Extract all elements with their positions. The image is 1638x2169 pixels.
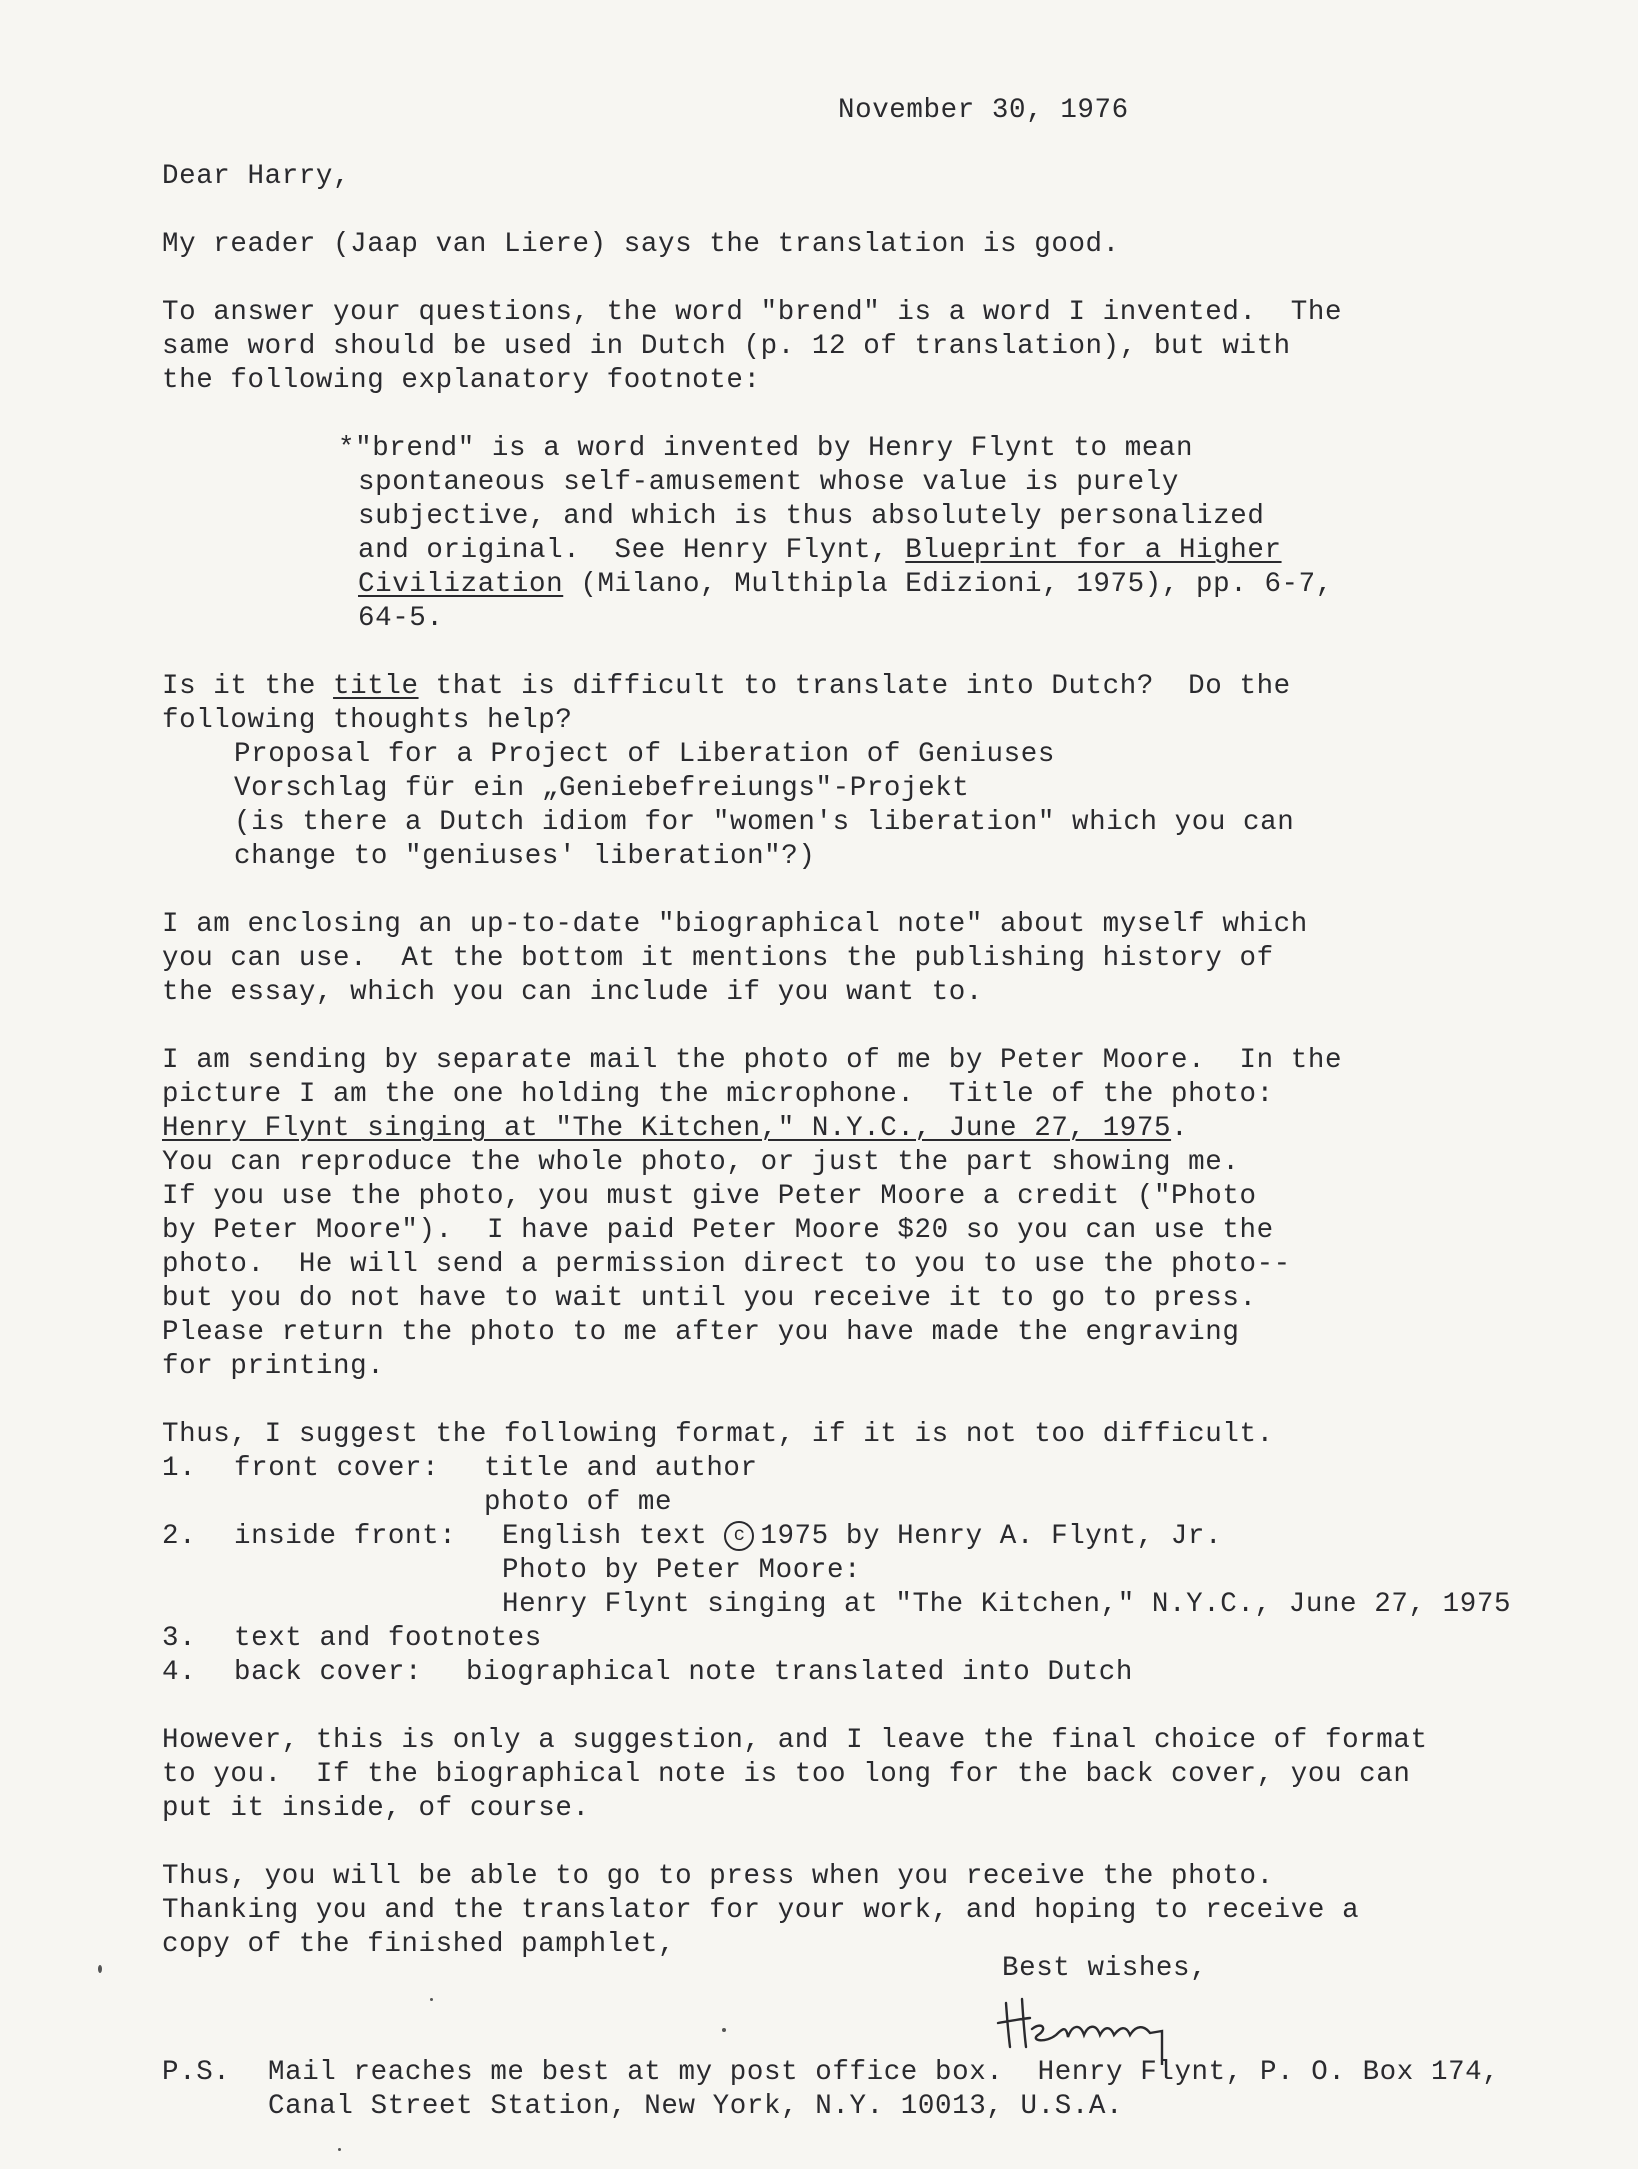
salutation: Dear Harry, <box>162 161 351 192</box>
text-line: Please return the photo to me after you have made the engraving <box>162 1317 1240 1348</box>
text-line <box>358 534 1282 568</box>
text-line: I am sending by separate mail the photo of me by Peter Moore. In the <box>162 1045 1343 1076</box>
text-line: following thoughts help? <box>162 705 573 736</box>
paper-mark <box>338 2148 341 2151</box>
text-line: change to "geniuses' liberation"?) <box>234 841 816 872</box>
text-line: you can use. At the bottom it mentions the publishing history of <box>162 943 1274 974</box>
underlined-word: title <box>333 671 419 702</box>
text-line: the following explanatory footnote: <box>162 365 761 396</box>
paper-mark <box>98 1965 102 1973</box>
text-line: the essay, which you can include if you want to. <box>162 977 983 1008</box>
text-line <box>162 1112 1188 1146</box>
list-label: front cover: <box>234 1453 440 1484</box>
letter-date: November 30, 1976 <box>838 95 1129 126</box>
text-line: 64-5. <box>358 603 444 634</box>
text-line: *"brend" is a word invented by Henry Flynt to mean <box>338 433 1194 464</box>
text-line: Thus, you will be able to go to press when you receive the photo. <box>162 1861 1274 1892</box>
text-line: To answer your questions, the word "brend" is a word I invented. The <box>162 297 1343 328</box>
list-number: 4. <box>162 1657 197 1688</box>
paragraph-reader: My reader (Jaap van Liere) says the translation is good. <box>162 229 1120 260</box>
text-line: Proposal for a Project of Liberation of Geniuses <box>234 739 1055 770</box>
list-label: inside front: <box>234 1521 457 1552</box>
list-value: photo of me <box>484 1487 673 1518</box>
text-segment: English text <box>502 1521 708 1552</box>
text-segment: 1975 by Henry A. Flynt, Jr. <box>760 1521 1223 1552</box>
text-line: picture I am the one holding the microphone. Title of the photo: <box>162 1079 1274 1110</box>
text-line: I am enclosing an up-to-date "biographical note" about myself which <box>162 909 1308 940</box>
list-value <box>502 1520 1222 1554</box>
book-title: Civilization <box>358 569 564 600</box>
text-line: If you use the photo, you must give Peter Moore a credit ("Photo <box>162 1181 1257 1212</box>
list-value: title and author <box>484 1453 758 1484</box>
text-line: photo. He will send a permission direct to you to use the photo-- <box>162 1249 1291 1280</box>
text-line: You can reproduce the whole photo, or just the part showing me. <box>162 1147 1240 1178</box>
text-line: Vorschlag für ein „Geniebefreiungs"-Projekt <box>234 773 970 804</box>
text-line <box>162 670 1291 704</box>
text-line: copy of the finished pamphlet, <box>162 1929 676 1960</box>
ps-label: P.S. <box>162 2057 231 2088</box>
text-line: put it inside, of course. <box>162 1793 590 1824</box>
list-value: Henry Flynt singing at "The Kitchen," N.Y.C., June 27, 1975 <box>502 1589 1512 1620</box>
text-line: Canal Street Station, New York, N.Y. 10013, U.S.A. <box>268 2091 1124 2122</box>
list-label: back cover: <box>234 1657 423 1688</box>
text-line: subjective, and which is thus absolutely personalized <box>358 501 1265 532</box>
text-segment: Is it the <box>162 671 334 702</box>
text-line: by Peter Moore"). I have paid Peter Moore $20 so you can use the <box>162 1215 1274 1246</box>
list-number: 3. <box>162 1623 197 1654</box>
text-line: but you do not have to wait until you receive it to go to press. <box>162 1283 1257 1314</box>
text-line: to you. If the biographical note is too long for the back cover, you can <box>162 1759 1411 1790</box>
text-segment: (Milano, Multhipla Edizioni, 1975), pp. 6-7, <box>563 569 1333 600</box>
photo-title: Henry Flynt singing at "The Kitchen," N.Y.C., June 27, 1975 <box>162 1113 1172 1144</box>
text-line: same word should be used in Dutch (p. 12 of translation), but with <box>162 331 1291 362</box>
list-number: 1. <box>162 1453 197 1484</box>
paper-mark <box>430 1998 433 2001</box>
list-value: Photo by Peter Moore: <box>502 1555 862 1586</box>
text-line: spontaneous self-amusement whose value is purely <box>358 467 1179 498</box>
text-line: (is there a Dutch idiom for "women's liberation" which you can <box>234 807 1295 838</box>
text-line: However, this is only a suggestion, and I leave the final choice of format <box>162 1725 1428 1756</box>
text-line: Thanking you and the translator for your work, and hoping to receive a <box>162 1895 1360 1926</box>
paper-mark <box>722 2028 726 2032</box>
closing: Best wishes, <box>1002 1953 1208 1984</box>
list-value: biographical note translated into Dutch <box>466 1657 1134 1688</box>
text-segment: . <box>1171 1113 1189 1144</box>
handwritten-signature <box>990 1985 1190 2065</box>
book-title: Blueprint for a Higher <box>905 535 1282 566</box>
text-line <box>358 568 1333 602</box>
text-line: for printing. <box>162 1351 385 1382</box>
text-line: Mail reaches me best at my post office box. Henry Flynt, P. O. Box 174, <box>268 2057 1500 2088</box>
list-value: text and footnotes <box>234 1623 542 1654</box>
text-line: Thus, I suggest the following format, if it is not too difficult. <box>162 1419 1274 1450</box>
copyright-icon: c <box>724 1521 754 1551</box>
text-segment: that is difficult to translate into Dutch? Do the <box>418 671 1291 702</box>
list-number: 2. <box>162 1521 197 1552</box>
text-segment: and original. See Henry Flynt, <box>358 535 906 566</box>
